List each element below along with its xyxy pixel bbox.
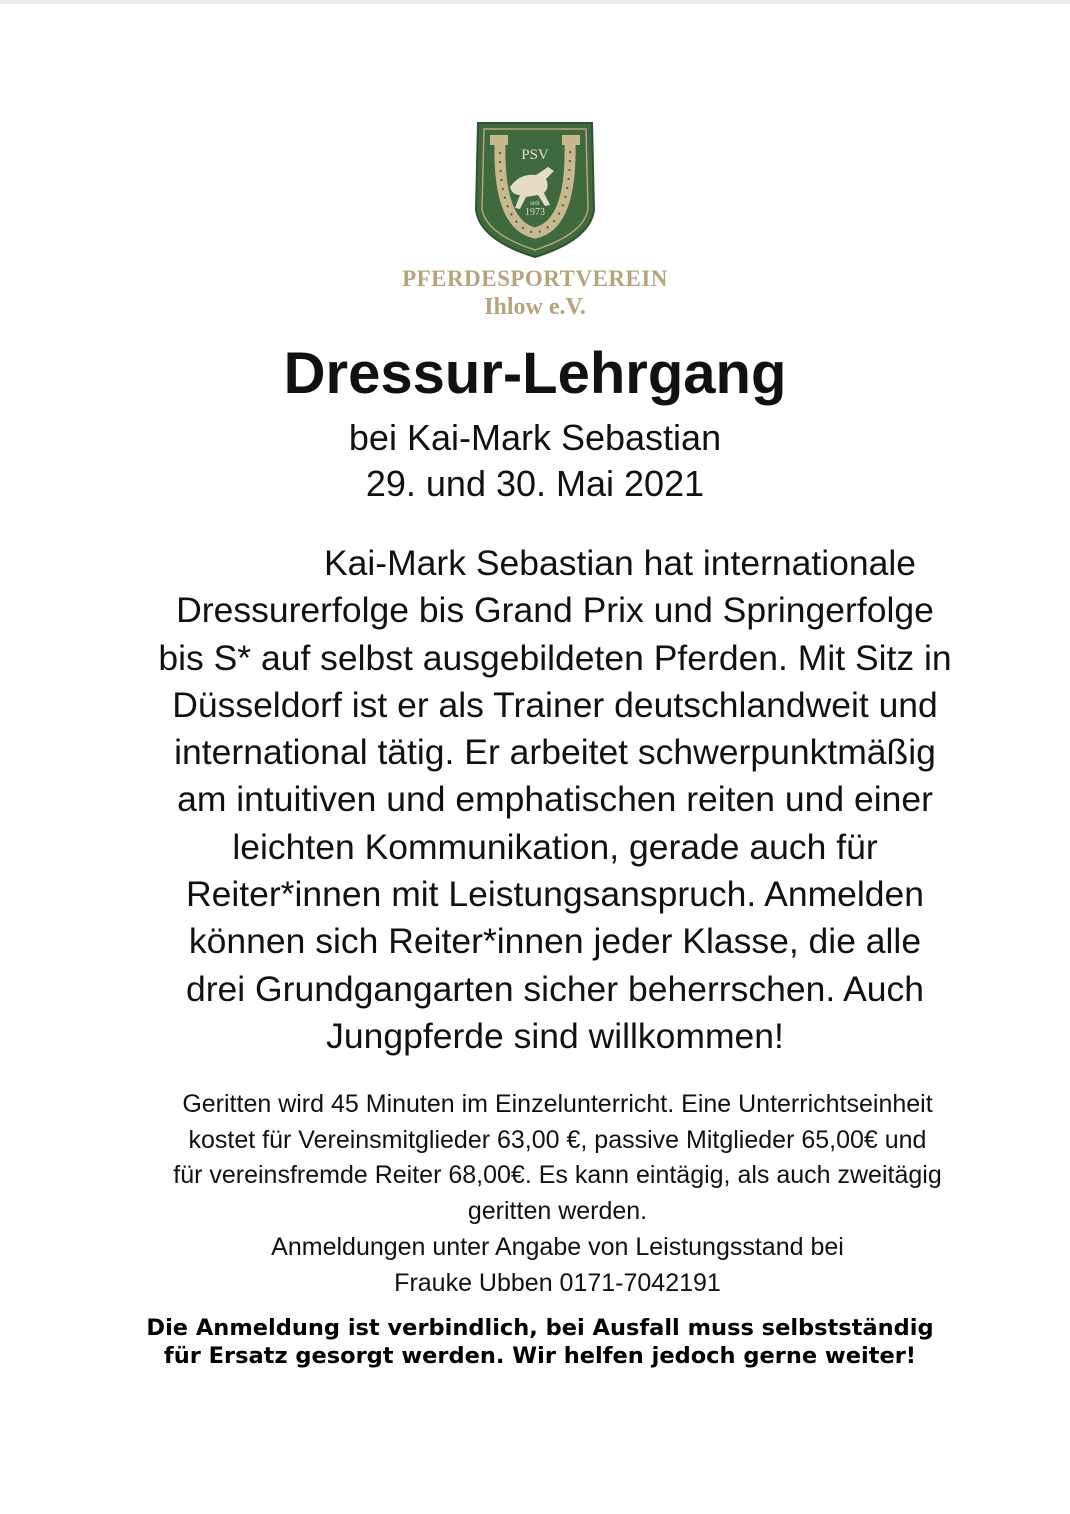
- description-line: Jungpferde sind willkommen!: [326, 1015, 784, 1056]
- top-border: [0, 0, 1070, 4]
- description: [100, 540, 1010, 1060]
- club-logo: [0, 115, 1070, 321]
- horseshoe-shield-icon: [470, 115, 600, 260]
- date-line: 29. und 30. Mai 2021: [365, 463, 705, 504]
- subtitle: [0, 415, 1070, 507]
- binding-notice: [60, 1314, 1020, 1370]
- description-line: am intuitiven und emphatischen reiten und einer: [177, 779, 933, 820]
- notice-line: für Ersatz gesorgt werden. Wir helfen jedoch gerne weiter!: [163, 1343, 917, 1369]
- description-line: international tätig. Er arbeitet schwerpunktmäßig: [174, 732, 936, 773]
- details-line: Geritten wird 45 Minuten im Einzelunterricht. Eine Unterrichtseinheit: [182, 1090, 933, 1118]
- svg-text:PSV: PSV: [521, 147, 549, 163]
- description-line: leichten Kommunikation, gerade auch für: [232, 826, 878, 867]
- details-line: Anmeldungen unter Angabe von Leistungsstand bei: [271, 1232, 844, 1261]
- club-name: PFERDESPORTVEREIN: [402, 266, 668, 291]
- svg-text:seit: seit: [530, 199, 540, 207]
- details-line: geritten werden.: [467, 1197, 648, 1226]
- club-location: Ihlow e.V.: [484, 294, 586, 320]
- details-line: Frauke Ubben 0171-7042191: [394, 1268, 721, 1297]
- description-line: bis S* auf selbst ausgebildeten Pferden. Mit Sitz in: [158, 637, 952, 678]
- details-line: für vereinsfremde Reiter 68,00€. Es kann eintägig, als auch zweitägig: [173, 1161, 942, 1190]
- description-line: Dressurerfolge bis Grand Prix und Springerfolge: [176, 590, 934, 631]
- details-line: kostet für Vereinsmitglieder 63,00 €, passive Mitglieder 65,00€ und: [188, 1125, 927, 1154]
- page-title: Dressur-Lehrgang: [283, 341, 787, 406]
- trainer-line: bei Kai-Mark Sebastian: [348, 417, 722, 458]
- notice-line: Die Anmeldung ist verbindlich, bei Ausfall muss selbstständig: [146, 1315, 934, 1341]
- svg-text:1973: 1973: [525, 207, 545, 218]
- description-line: drei Grundgangarten sicher beherrschen. Auch: [185, 968, 925, 1009]
- pricing-details: [100, 1087, 1015, 1301]
- description-line: Kai-Mark Sebastian hat internationale: [323, 543, 916, 583]
- description-line: Reiter*innen mit Leistungsanspruch. Anmelden: [185, 874, 925, 915]
- description-line: Düsseldorf ist er als Trainer deutschlandweit und: [172, 684, 938, 725]
- description-line: können sich Reiter*innen jeder Klasse, die alle: [188, 921, 922, 962]
